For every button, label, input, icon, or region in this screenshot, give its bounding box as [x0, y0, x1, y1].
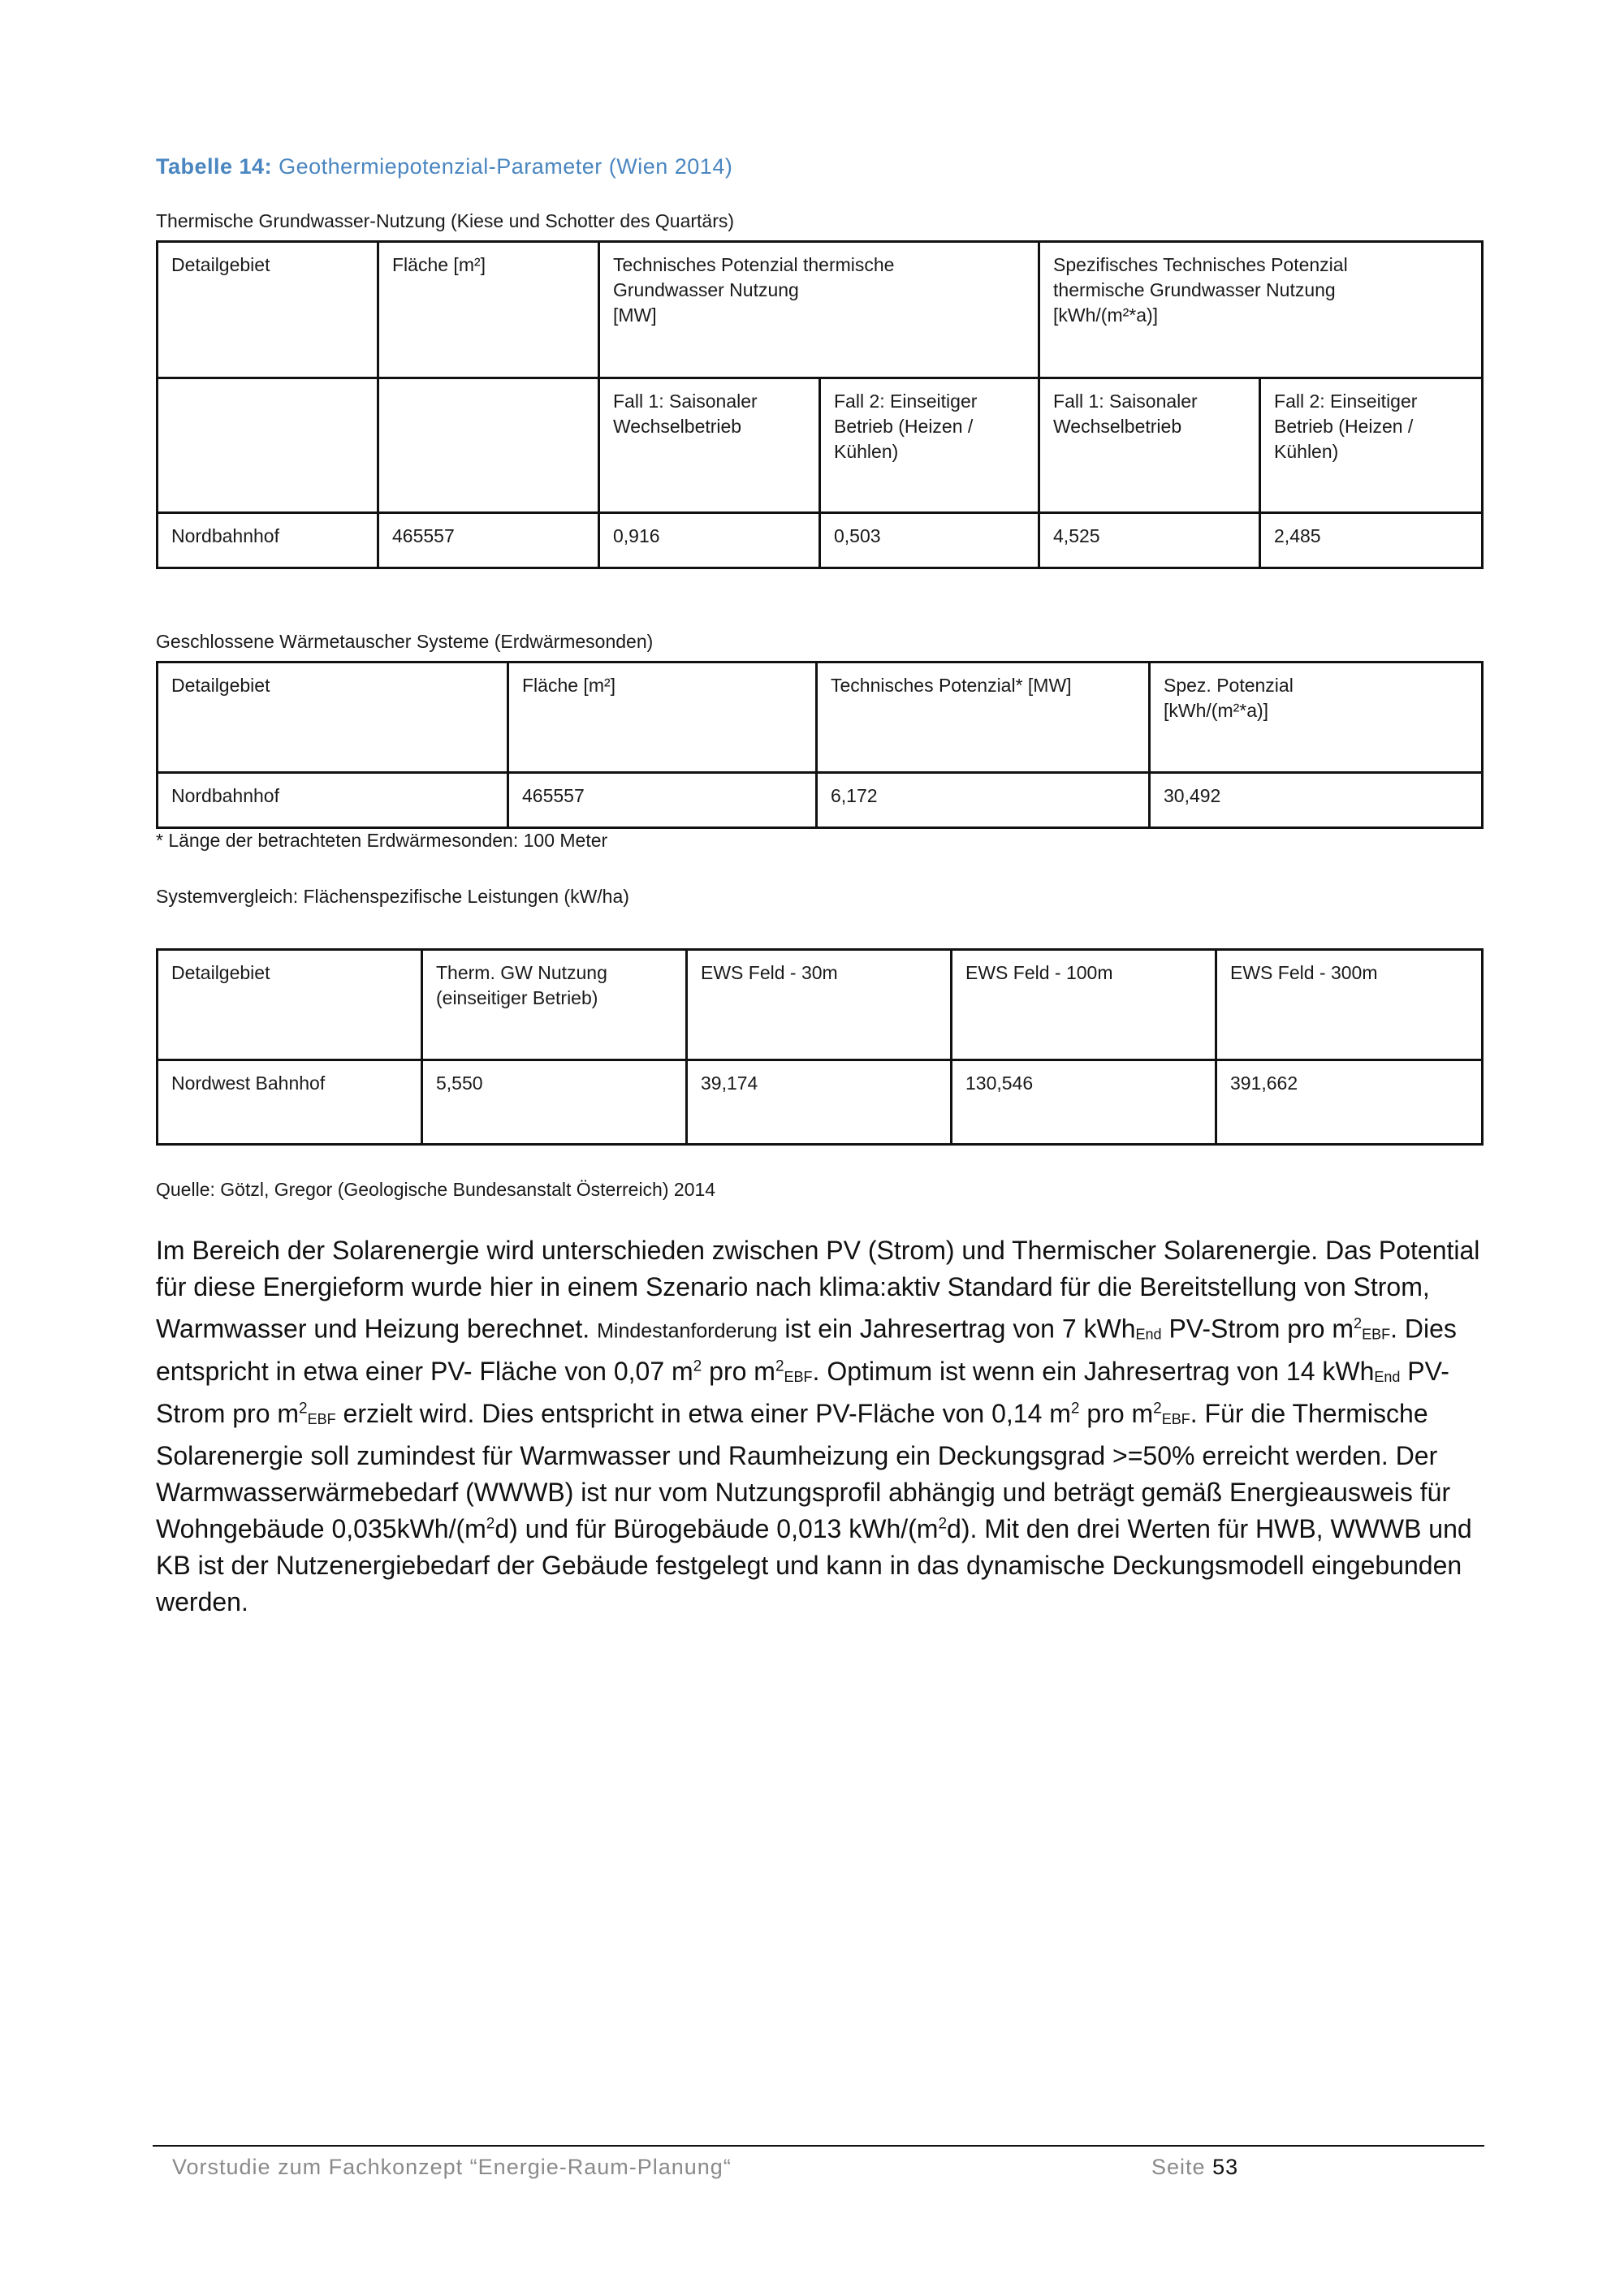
- ews-cell-tech: 6,172: [817, 773, 1150, 828]
- para-subscript: End: [1135, 1326, 1162, 1343]
- header-tech-line3: [MW]: [613, 304, 657, 326]
- fall1-spez-line2: Wechselbetrieb: [1053, 416, 1182, 437]
- table-row: [158, 1060, 1483, 1145]
- header-tech-line2: Grundwasser Nutzung: [613, 279, 799, 300]
- vgl-therm-line2: (einseitiger Betrieb): [436, 987, 598, 1008]
- header-detailgebiet: Detailgebiet: [158, 242, 378, 378]
- vergleich-table: [156, 948, 1484, 1146]
- para-text: erzielt wird. Dies entspricht in etwa einer PV-Fläche von 0,14 m: [335, 1398, 1071, 1428]
- para-subscript: End: [1374, 1368, 1401, 1385]
- vgl-header-therm: [422, 950, 687, 1060]
- para-text: . Optimum ist wenn ein Jahresertrag von 14 kWh: [812, 1356, 1375, 1386]
- ews-footnote: * Länge der betrachteten Erdwärmesonden: 100 Meter: [156, 830, 608, 851]
- vgl-header-ews30: EWS Feld - 30m: [687, 950, 952, 1060]
- cell-fall1-spez: 4,525: [1039, 513, 1260, 568]
- fall2-tech-line1: Fall 2: Einseitiger: [834, 391, 978, 412]
- ews-header-tech: Technisches Potenzial* [MW]: [817, 662, 1150, 773]
- vgl-header-ews100: EWS Feld - 100m: [952, 950, 1216, 1060]
- para-text: d) und für Bürogebäude 0,013 kWh/(m: [495, 1513, 939, 1543]
- para-text: . Dies entspricht in etwa einer PV- Fläche von 0,07 m: [156, 1314, 1457, 1386]
- footer-document-title: Vorstudie zum Fachkonzept “Energie-Raum-Planung“: [172, 2155, 732, 2179]
- fall2-spez-line1: Fall 2: Einseitiger: [1274, 391, 1418, 412]
- para-subscript: EBF: [1362, 1326, 1391, 1343]
- header-spez-line3: [kWh/(m²*a)]: [1053, 304, 1159, 326]
- para-superscript: 2: [693, 1357, 702, 1375]
- vgl-header-ews300: EWS Feld - 300m: [1216, 950, 1483, 1060]
- subheader-fall1-tech: [599, 378, 820, 513]
- fall2-tech-line2: Betrieb (Heizen /: [834, 416, 974, 437]
- fall2-spez-line3: Kühlen): [1274, 441, 1339, 462]
- para-text: ist ein Jahresertrag von 7 kWh: [777, 1314, 1136, 1344]
- header-spez-line2: thermische Grundwasser Nutzung: [1053, 279, 1336, 300]
- vgl-cell-ews300: 391,662: [1216, 1060, 1483, 1145]
- fall2-tech-line3: Kühlen): [834, 441, 899, 462]
- body-paragraph: [156, 1232, 1488, 1621]
- para-superscript: 2: [938, 1515, 948, 1532]
- table-caption: [156, 154, 732, 179]
- para-text: d). Mit den drei Werten für HWB, WWWB und KB ist der Nutzenergiebedarf der Gebäude festgelegt und kann in das dynamische Deckungsmodell eingebunden werden.: [156, 1513, 1472, 1616]
- source-line: Quelle: Götzl, Gregor (Geologische Bundesanstalt Österreich) 2014: [156, 1179, 716, 1200]
- caption-text: Geothermiepotenzial-Parameter (Wien 2014): [279, 154, 733, 179]
- vgl-cell-detailgebiet: Nordwest Bahnhof: [158, 1060, 422, 1145]
- fall1-tech-line2: Wechselbetrieb: [613, 416, 742, 437]
- para-superscript: 2: [486, 1515, 495, 1532]
- cell-fall1-tech: 0,916: [599, 513, 820, 568]
- ews-cell-flaeche: 465557: [508, 773, 817, 828]
- footer-page-number: 53: [1212, 2155, 1239, 2179]
- ews-header-detailgebiet: Detailgebiet: [158, 662, 508, 773]
- vgl-therm-line1: Therm. GW Nutzung: [436, 962, 607, 983]
- cell-detailgebiet: Nordbahnhof: [158, 513, 378, 568]
- vgl-cell-ews100: 130,546: [952, 1060, 1216, 1145]
- para-subscript: EBF: [1161, 1410, 1190, 1427]
- para-text: pro m: [1079, 1398, 1154, 1428]
- vgl-header-detailgebiet: Detailgebiet: [158, 950, 422, 1060]
- groundwater-table: [156, 240, 1484, 569]
- caption-prefix: Tabelle 14:: [156, 154, 273, 179]
- para-text: PV-Strom pro m: [1161, 1314, 1354, 1344]
- para-superscript: 2: [775, 1357, 784, 1375]
- header-spez-line1: Spezifisches Technisches Potenzial: [1053, 254, 1348, 275]
- para-subscript: EBF: [784, 1368, 813, 1385]
- footer-page: [1151, 2155, 1238, 2180]
- para-text: Im Bereich der Solarenergie wird unterschieden zwischen PV (Strom) und Thermischer Solarenergie. Das Potential für diese Energieform wurde hier in einem Szenario nach klima:aktiv Standard für die Bereitstellung von Strom, Warmwasser und Heizung berechnet.: [156, 1236, 1480, 1344]
- ews-table: [156, 661, 1484, 829]
- ews-subtitle: Geschlossene Wärmetauscher Systeme (Erdwärmesonden): [156, 631, 654, 652]
- subheader-empty-1: [158, 378, 378, 513]
- ews-header-flaeche: Fläche [m²]: [508, 662, 817, 773]
- para-text: pro m: [702, 1356, 775, 1386]
- fall1-tech-line1: Fall 1: Saisonaler: [613, 391, 758, 412]
- para-text-small: Mindestanforderung: [597, 1319, 778, 1343]
- para-superscript: 2: [1153, 1400, 1162, 1417]
- subheader-fall2-spez: [1260, 378, 1483, 513]
- ews-header-spez: [1150, 662, 1483, 773]
- header-tech-potenzial: [599, 242, 1039, 378]
- para-text: PV-Strom pro m: [156, 1356, 1449, 1428]
- header-tech-line1: Technisches Potenzial thermische: [613, 254, 895, 275]
- ews-cell-detailgebiet: Nordbahnhof: [158, 773, 508, 828]
- subheader-fall2-tech: [820, 378, 1039, 513]
- cell-fall2-tech: 0,503: [820, 513, 1039, 568]
- cell-fall2-spez: 2,485: [1260, 513, 1483, 568]
- vgl-cell-ews30: 39,174: [687, 1060, 952, 1145]
- fall1-spez-line1: Fall 1: Saisonaler: [1053, 391, 1198, 412]
- cell-flaeche: 465557: [378, 513, 599, 568]
- fall2-spez-line2: Betrieb (Heizen /: [1274, 416, 1414, 437]
- ews-spez-line1: Spez. Potenzial: [1164, 675, 1294, 696]
- subheader-fall1-spez: [1039, 378, 1260, 513]
- ews-cell-spez: 30,492: [1150, 773, 1483, 828]
- groundwater-subtitle: Thermische Grundwasser-Nutzung (Kiese und Schotter des Quartärs): [156, 210, 735, 231]
- vgl-cell-therm: 5,550: [422, 1060, 687, 1145]
- para-subscript: EBF: [307, 1410, 336, 1427]
- para-text: . Für die Thermische Solarenergie soll zumindest für Warmwasser und Raumheizung ein Deckungsgrad >=50% erreicht werden. Der Warmwasserwärmebedarf (WWWB) ist nur vom Nutzungsprofil abhängig und beträgt gemäß Energieausweis für Wohngebäude 0,035kWh/(m: [156, 1398, 1451, 1543]
- para-subscript: 2: [1354, 1315, 1363, 1331]
- para-superscript: 2: [1070, 1400, 1080, 1417]
- vergleich-subtitle: Systemvergleich: Flächenspezifische Leistungen (kW/ha): [156, 886, 629, 907]
- header-spez-potenzial: [1039, 242, 1483, 378]
- footer-page-label: Seite: [1151, 2155, 1206, 2179]
- table-row: [158, 513, 1483, 568]
- ews-spez-line2: [kWh/(m²*a)]: [1164, 700, 1269, 721]
- footer-divider: [153, 2145, 1484, 2147]
- para-superscript: 2: [299, 1400, 308, 1417]
- header-flaeche: Fläche [m²]: [378, 242, 599, 378]
- table-row: [158, 773, 1483, 828]
- subheader-empty-2: [378, 378, 599, 513]
